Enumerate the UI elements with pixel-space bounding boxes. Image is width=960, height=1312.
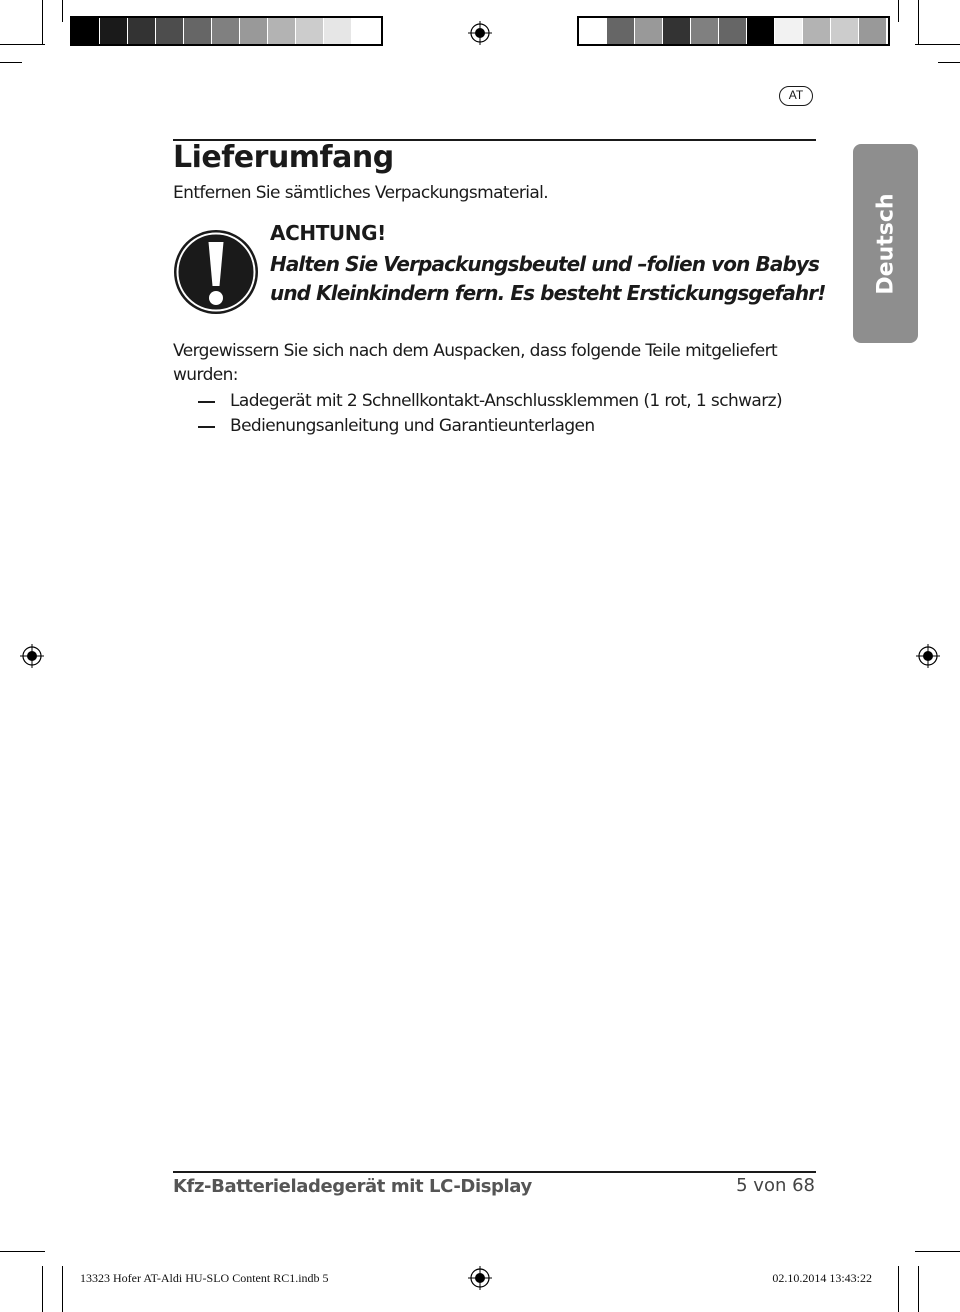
color-swatch	[240, 18, 268, 44]
body-paragraph: wurden:	[173, 365, 238, 385]
color-swatch	[268, 18, 296, 44]
slug-date: 02.10.2014 13:43:22	[772, 1271, 872, 1285]
crop-mark	[0, 1251, 45, 1252]
footer-title: Kfz-Batterieladegerät mit LC-Display	[173, 1176, 532, 1197]
crop-mark	[42, 0, 43, 45]
warning-text-line: Halten Sie Verpackungsbeutel und –folien von Babys	[270, 252, 820, 276]
color-bar-right	[577, 16, 890, 46]
crop-mark	[62, 1266, 63, 1312]
color-bar-left	[70, 16, 383, 46]
color-swatch	[184, 18, 212, 44]
crop-mark	[918, 1266, 919, 1312]
intro-text: Entfernen Sie sämtliches Verpackungsmaterial.	[173, 183, 549, 203]
warning-title: ACHTUNG!	[270, 221, 386, 245]
color-swatch	[831, 18, 859, 44]
color-swatch	[719, 18, 747, 44]
registration-mark-icon	[916, 644, 940, 668]
color-swatch	[747, 18, 775, 44]
crop-mark	[898, 0, 899, 22]
warning-text-line: und Kleinkindern fern. Es besteht Erstickungsgefahr!	[270, 281, 826, 305]
body-paragraph: Vergewissern Sie sich nach dem Auspacken, dass folgende Teile mitgeliefert	[173, 341, 778, 361]
color-swatch	[156, 18, 184, 44]
registration-mark-icon	[468, 1266, 492, 1290]
crop-mark	[915, 44, 960, 45]
registration-mark-icon	[468, 21, 492, 45]
footer-rule	[173, 1171, 816, 1173]
color-swatch	[100, 18, 128, 44]
list-item: Ladegerät mit 2 Schnellkontakt-Anschlussklemmen (1 rot, 1 schwarz)	[230, 391, 782, 411]
slug-file-info: 13323 Hofer AT-Aldi HU-SLO Content RC1.indb 5	[80, 1271, 329, 1285]
crop-mark	[915, 1251, 960, 1252]
list-item: Bedienungsanleitung und Garantieunterlagen	[230, 416, 595, 436]
color-swatch	[72, 18, 100, 44]
language-tab-label: Deutsch	[873, 192, 898, 295]
page-number: 5 von 68	[736, 1175, 815, 1196]
language-tab	[853, 144, 918, 343]
color-swatch	[128, 18, 156, 44]
color-swatch	[352, 18, 380, 44]
color-swatch	[775, 18, 803, 44]
country-code-badge: AT	[779, 86, 813, 106]
crop-mark	[938, 62, 960, 63]
registration-mark-icon	[20, 644, 44, 668]
crop-mark	[62, 0, 63, 22]
color-swatch	[296, 18, 324, 44]
section-title: Lieferumfang	[173, 140, 394, 175]
color-swatch	[663, 18, 691, 44]
crop-mark	[0, 44, 45, 45]
color-swatch	[324, 18, 352, 44]
list-bullet-dash	[198, 401, 215, 403]
crop-mark	[918, 0, 919, 45]
color-swatch	[691, 18, 719, 44]
crop-mark	[898, 1266, 899, 1312]
exclamation-warning-icon	[172, 228, 260, 316]
crop-mark	[0, 62, 22, 63]
list-bullet-dash	[198, 426, 215, 428]
crop-mark	[42, 1266, 43, 1312]
color-swatch	[607, 18, 635, 44]
color-swatch	[579, 18, 607, 44]
color-swatch	[803, 18, 831, 44]
color-swatch	[212, 18, 240, 44]
color-swatch	[635, 18, 663, 44]
color-swatch	[859, 18, 887, 44]
